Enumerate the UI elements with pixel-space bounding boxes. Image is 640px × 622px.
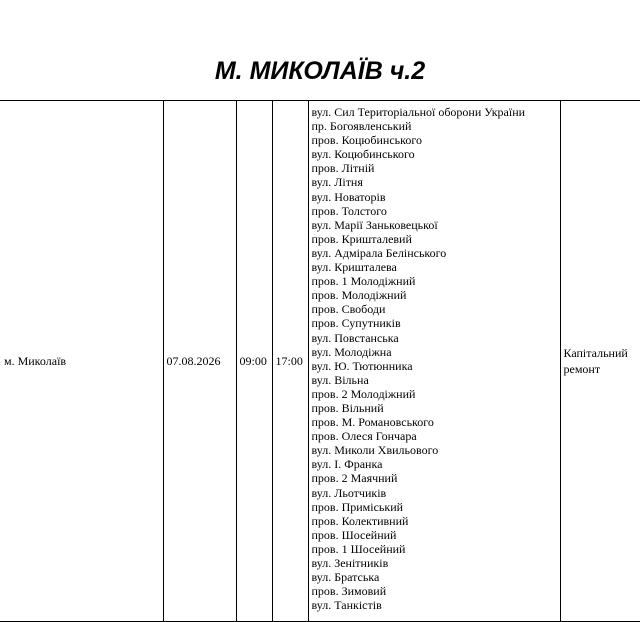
street-item: пров. Зимовий [311,584,387,599]
street-item: вул. Ю. Тютюнника [311,358,413,373]
street-item: вул. Коцюбинського [311,147,415,162]
street-item: пров. 2 Маячний [311,471,398,486]
street-item: вул. Зенітників [311,556,389,570]
street-item: пр. Богоявленський [311,119,412,134]
time-from-cell: 09:00 [236,101,272,622]
outage-table-container [0,100,640,622]
street-item: пров. Коцюбинського [311,133,422,148]
street-item: пров. Молодіжний [311,288,407,303]
streets-cell [308,101,560,622]
street-item: вул. І. Франка [311,457,383,472]
work-type-cell [560,101,640,622]
street-item: вул. Повстанська [311,330,399,345]
street-item: пров. Свободи [311,302,386,317]
street-item: вул. Молодіжна [311,344,392,359]
street-item: вул. Льотчиків [311,485,387,500]
street-item: вул. Кришталева [311,260,397,275]
street-item: пров. Кришталевий [311,231,412,246]
street-item: пров. Олеся Гончара [311,429,417,444]
page-title: М. МИКОЛАЇВ ч.2 [214,57,426,85]
street-item: пров. Приміський [311,499,404,514]
street-item: вул. Літня [311,175,363,190]
work-type-text: Капітальний ремонт [563,346,628,376]
street-item: пров. 2 Молодіжний [311,386,416,401]
street-list [312,105,557,612]
settlement-cell: м. Миколаїв [0,101,163,622]
street-item: вул. Новаторів [311,189,386,204]
street-item: пров. Вільний [311,400,384,415]
street-item: пров. Супутників [311,316,401,331]
street-item: вул. Танкістів [311,598,382,613]
street-item: пров. Толстого [311,203,387,218]
street-item: пров. Літній [311,161,375,176]
street-item: вул. Адмірала Белінського [311,245,447,260]
outage-table [0,100,640,622]
street-item: пров. 1 Шосейний [311,541,406,556]
street-item: вул. Миколи Хвильового [311,443,439,458]
street-item: вул. Марії Заньковецької [311,217,438,232]
street-item: вул. Вільна [311,372,369,387]
street-item: пров. 1 Молодіжний [311,274,416,289]
street-item: вул. Сил Територіальної оборони України [311,105,526,119]
time-to-cell: 17:00 [272,101,308,622]
street-item: пров. Колективний [311,513,409,528]
table-row [0,101,640,622]
street-item: пров. М. Романовського [311,415,434,430]
date-cell: 07.08.2026 [163,101,236,622]
street-item: вул. Братська [311,570,380,585]
street-item: пров. Шосейний [311,527,397,542]
